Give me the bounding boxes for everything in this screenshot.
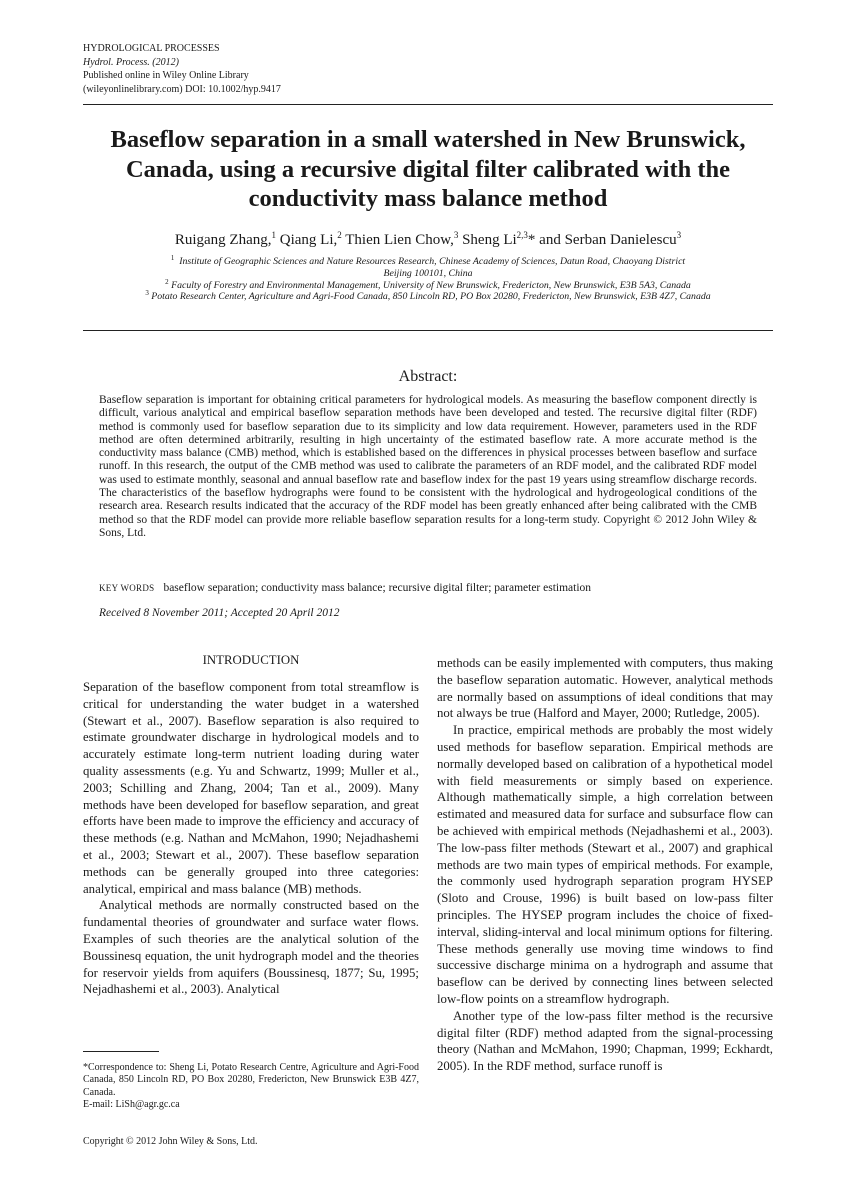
section-heading-introduction: INTRODUCTION (202, 653, 300, 667)
author-list (83, 232, 773, 249)
affiliation-item (83, 256, 773, 268)
correspondence-text: *Correspondence to: Sheng Li, Potato Research Centre, Agriculture and Agri-Food Canada, 850 Lincoln RD, PO Box 20280, Fredericton, New Brunswick E3B 4Z7, Canada. (83, 1062, 419, 1098)
correspondence-footnote (83, 1062, 419, 1112)
body-paragraph: Another type of the low-pass filter method is the recursive digital filter (RDF) method adapted from the signal-processing theory (Nathan and McMahon, 1990; Chapman, 1999; Eckhardt, 2005). In the RDF method, surface runoff is (437, 1008, 773, 1074)
right-column (437, 655, 773, 1075)
author-affiliation-mark: 2 (337, 230, 342, 240)
author-name: Ruigang Zhang, (174, 232, 272, 248)
affiliation-number: 3 (145, 289, 149, 298)
affiliation-number: 2 (165, 277, 169, 286)
title-line: Baseflow separation in a small watershed in New Brunswick, (110, 126, 746, 153)
journal-header (83, 42, 281, 96)
title-line: Canada, using a recursive digital filter calibrated with the (125, 155, 731, 183)
affiliation-text: Institute of Geographic Sciences and Nature Resources Research, Chinese Academy of Sciences, Datun Road, Chaoyang District (179, 256, 686, 267)
page-copyright: Copyright © 2012 John Wiley & Sons, Ltd. (83, 1136, 258, 1147)
affiliation-continuation: Beijing 100101, China (383, 267, 473, 279)
body-paragraph: methods can be easily implemented with computers, thus making the baseflow separation automatic. However, analytical methods are normally based on assumptions of ideal conditions that may not always be true (Halford and Mayer, 2000; Rutledge, 2005). (437, 656, 773, 721)
affiliation-divider (83, 330, 773, 331)
keywords (99, 582, 759, 594)
affiliation-item (83, 277, 773, 292)
body-paragraph: Separation of the baseflow component from total streamflow is critical for understanding the water budget in a watershed (Stewart et al., 2007). Baseflow separation is also required to estimate groundwater discharge in hydrological models and to accurately estimate long-term nutrient loading during water quality assessments (e.g. Yu and Schwartz, 1999; Muller et al., 2003; Schilling and Zhang, 2004; Tan et al., 2009). Many methods have been developed for baseflow separation, and great efforts have been made to improve the efficiency and accuracy of these methods (e.g. Nathan and McMahon, 1990; Nejadhashemi et al., 2003; Stewart et al., 2007). These baseflow separation methods can be generally grouped into three categories: analytical, empirical and mass balance (MB) methods. (83, 680, 419, 896)
paper-title (83, 125, 773, 214)
footnote-divider (83, 1051, 159, 1052)
received-dates: Received 8 November 2011; Accepted 20 April 2012 (99, 607, 340, 619)
keywords-text: baseflow separation; conductivity mass balance; recursive digital filter; parameter estimation (163, 582, 592, 594)
author-affiliation-mark: 1 (271, 230, 276, 240)
title-line: conductivity mass balance method (248, 185, 608, 212)
left-column (83, 679, 419, 998)
body-paragraph: Analytical methods are normally constructed based on the fundamental theories of groundwater and surface water flows. Examples of such theories are the analytical solution of the Boussinesq equation, the unit hydrograph model and the theories for reservoir yields from aquifers (Boussinesq, 1877; Su, 1995; Nejadhashemi et al., 2003). Analytical (83, 898, 419, 997)
journal-doi[interactable]: (wileyonlinelibrary.com) DOI: 10.1002/hyp.9417 (83, 83, 281, 95)
author-name: Qiang Li, (279, 232, 338, 248)
author-affiliation-mark: 3 (453, 230, 459, 240)
author-name: Sheng Li (462, 232, 517, 248)
header-divider (83, 104, 773, 105)
author-affiliation-mark: 3 (676, 230, 682, 240)
body-paragraph: In practice, empirical methods are probably the most widely used methods for baseflow separation. Empirical methods are normally developed based on calibration of a hypothetical model with field measurements or simply based on experience. Although mathematically simple, a high correlation between estimated and measured data for surface and subsurface flow can be achieved with empirical methods (Nejadhashemi et al., 2003). The low-pass filter methods (Stewart et al., 2007) and graphical methods are two main types of empirical methods. For example, the commonly used hydrograph separation program HYSEP (Sloto and Crouse, 1996) is built based on low-pass filter principles. The HYSEP program includes the choice of fixed-interval, sliding-interval and local minimum options for filtering. These methods generally use moving time windows to find successive discharge minima on a hydrograph and assume that baseflow can be derived by connecting lines between selected low-flow points on a streamflow hydrograph. (437, 723, 773, 1006)
correspondence-email[interactable]: E-mail: LiSh@agr.gc.ca (83, 1099, 180, 1111)
journal-name: HYDROLOGICAL PROCESSES (83, 43, 220, 54)
affiliation-number: 1 (170, 254, 175, 262)
affiliations (83, 256, 773, 303)
journal-published: Published online in Wiley Online Library (83, 70, 249, 82)
keywords-label: KEY WORDS (99, 583, 155, 593)
author-name: Serban Danielescu (564, 232, 677, 248)
affiliation-text: Faculty of Forestry and Environmental Management, University of New Brunswick, Fredericton, New Brunswick, E3B 5A3, Canada (171, 279, 691, 291)
affiliation-item (83, 291, 773, 303)
affiliation-text: Potato Research Center, Agriculture and Agri-Food Canada, 850 Lincoln RD, PO Box 20280, Fredericton, New Brunswick, E3B 4Z7, Canada (151, 291, 711, 303)
author-name: Thien Lien Chow, (345, 232, 454, 248)
abstract-heading: Abstract: (398, 368, 458, 385)
journal-issue: Hydrol. Process. (2012) (83, 56, 179, 68)
abstract-text: Baseflow separation is important for obtaining critical parameters for hydrological models. As measuring the baseflow component directly is difficult, various analytical and empirical baseflow separation methods have been developed and tested. The recursive digital filter (RDF) method is commonly used for baseflow separation due to its simplicity and low data requirement. However, parameters used in the RDF method are often determined arbitrarily, resulting in high uncertainty of the estimated baseflow rate. A more accurate method is the conductivity mass balance (CMB) method, which is established based on the differences in physical processes between baseflow and surface runoff. In this research, the output of the CMB method was used to calibrate the parameters of an RDF model, and the calibrated RDF model was used to estimate monthly, seasonal and annual baseflow rate and baseflow index for the past 19 years using streamflow discharge records. The characteristics of the baseflow hydrographs were found to be consistent with the hydrological and hydrogeological conditions of the research area. Research results indicated that the accuracy of the RDF model has been greatly enhanced after being calibrated with the CMB method so that the RDF model can provide more reliable baseflow separation results for a long-term study. Copyright © 2012 John Wiley & Sons, Ltd. (99, 394, 757, 539)
corresponding-marker: * and (527, 232, 561, 248)
author-affiliation-mark: 2,3 (516, 230, 528, 240)
